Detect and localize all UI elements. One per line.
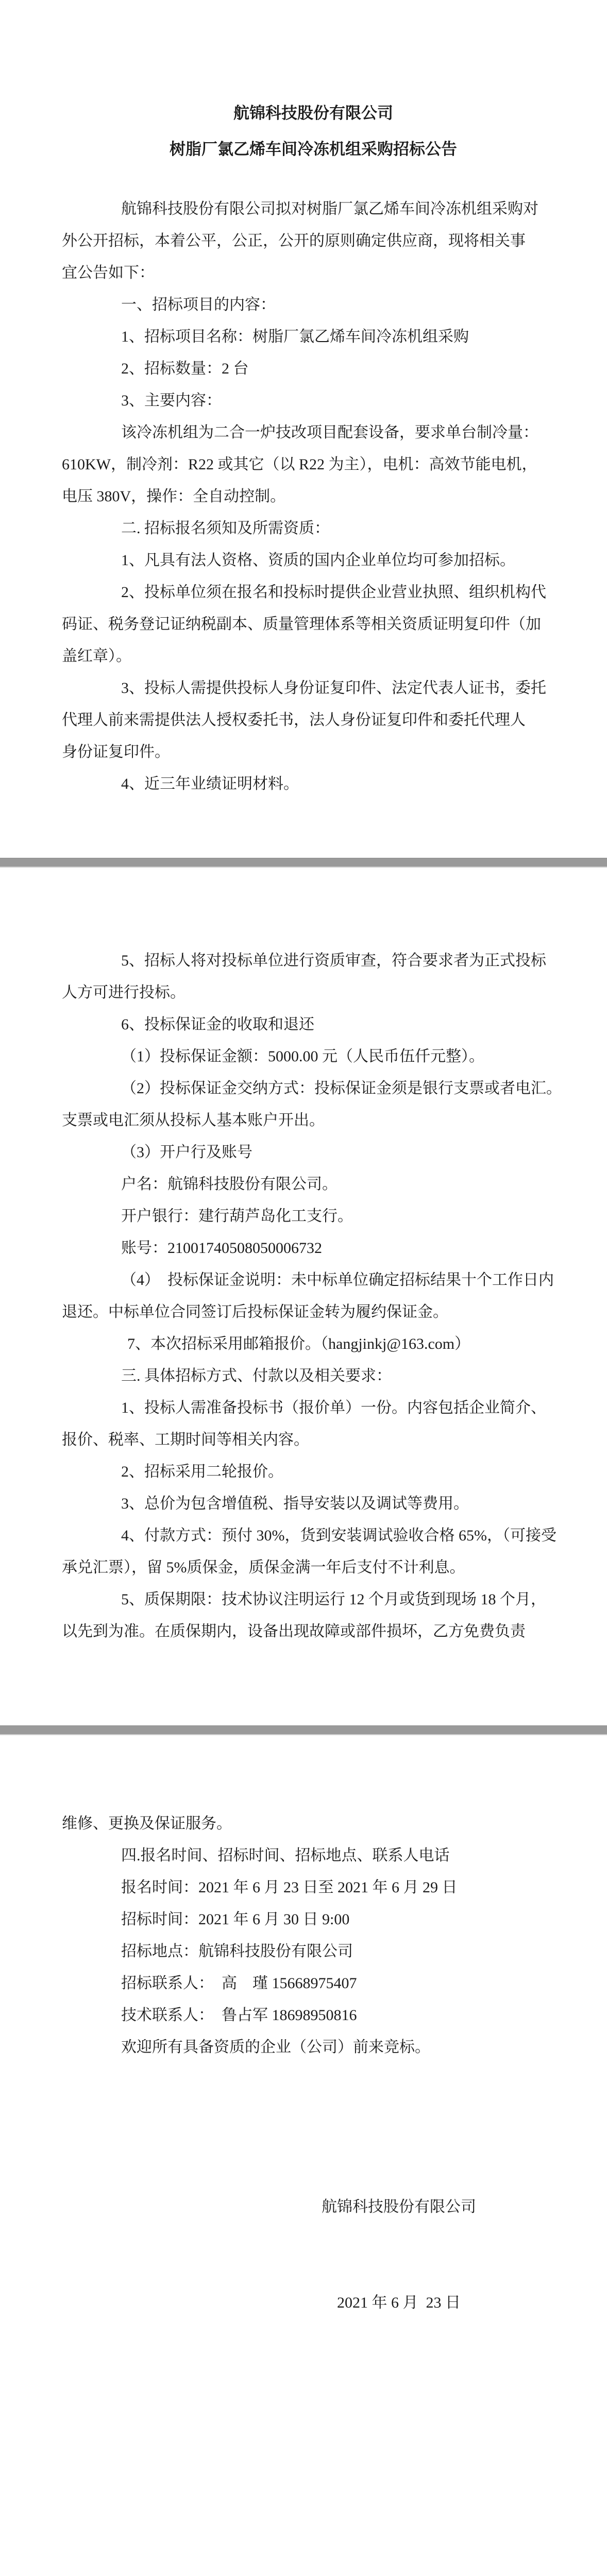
page-2-body bbox=[62, 945, 562, 1648]
page-1 bbox=[0, 0, 607, 858]
page-3 bbox=[0, 1735, 607, 2576]
text-line: 报名时间：2021 年 6 月 23 日至 2021 年 6 月 29 日 bbox=[121, 1879, 458, 1896]
text-line: 4、付款方式：预付 30%，货到安装调试验收合格 65%，（可接受 bbox=[121, 1527, 557, 1544]
signature-company: 航锦科技股份有限公司 bbox=[322, 2198, 476, 2215]
text-line: 身份证复印件。 bbox=[62, 743, 170, 760]
text-line: 1、凡具有法人资格、资质的国内企业单位均可参加招标。 bbox=[121, 552, 515, 569]
text-line: 代理人前来需提供法人授权委托书，法人身份证复印件和委托代理人 bbox=[62, 711, 526, 728]
text-line: （3）开户行及账号 bbox=[121, 1144, 252, 1161]
text-line: 3、投标人需提供投标人身份证复印件、法定代表人证书，委托 bbox=[121, 680, 546, 697]
text-line: 一、招标项目的内容： bbox=[121, 296, 276, 313]
text-line: 报价、税率、工期时间等相关内容。 bbox=[62, 1431, 309, 1448]
text-line: 开户银行：建行葫芦岛化工支行。 bbox=[121, 1208, 353, 1225]
page-3-body bbox=[62, 1808, 546, 2063]
text-line: 盖红章）。 bbox=[62, 648, 131, 665]
page-break-1 bbox=[0, 858, 607, 868]
text-line: 610KW，制冷剂：R22 或其它（以 R22 为主），电机：高效节能电机， bbox=[62, 456, 537, 473]
page-1-body bbox=[62, 193, 546, 800]
page-2 bbox=[0, 868, 607, 1725]
text-line: 退还。中标单位合同签订后投标保证金转为履约保证金。 bbox=[62, 1303, 448, 1320]
text-line: 6、投标保证金的收取和退还 bbox=[121, 1016, 314, 1033]
signature-date: 2021 年 6 月 23 日 bbox=[337, 2294, 461, 2311]
text-line: （2）投标保证金交纳方式：投标保证金须是银行支票或者电汇。 bbox=[121, 1080, 562, 1097]
text-line: 1、投标人需准备投标书（报价单）一份。内容包括企业简介、 bbox=[121, 1399, 546, 1416]
text-line: 4、近三年业绩证明材料。 bbox=[121, 775, 299, 792]
document-title-company: 航锦科技股份有限公司 bbox=[233, 104, 393, 122]
page-break-2 bbox=[0, 1725, 607, 1735]
signature-block bbox=[322, 2127, 546, 2383]
text-line: （4） 投标保证金说明：未中标单位确定招标结果十个工作日内 bbox=[121, 1272, 554, 1289]
text-line: 招标地点：航锦科技股份有限公司 bbox=[121, 1943, 353, 1960]
text-line: 电压 380V，操作：全自动控制。 bbox=[62, 488, 286, 505]
text-line: 技术联系人： 鲁占军 18698950816 bbox=[121, 2007, 357, 2024]
text-line: 2、招标数量：2 台 bbox=[121, 360, 249, 377]
text-line: 账号：21001740508050006732 bbox=[121, 1240, 322, 1257]
text-line: 宜公告如下： bbox=[62, 264, 155, 281]
text-line: 二. 招标报名须知及所需资质： bbox=[121, 520, 330, 537]
text-line: 维修、更换及保证服务。 bbox=[62, 1815, 232, 1832]
text-line: 2、投标单位须在报名和投标时提供企业营业执照、组织机构代 bbox=[121, 584, 546, 601]
text-line: 三. 具体招标方式、付款以及相关要求： bbox=[121, 1367, 392, 1384]
text-line: 外公开招标，本着公平，公正，公开的原则确定供应商，现将相关事 bbox=[62, 232, 526, 249]
text-line: （1）投标保证金额：5000.00 元（人民币伍仟元整）。 bbox=[121, 1048, 484, 1065]
text-line: 1、招标项目名称：树脂厂氯乙烯车间冷冻机组采购 bbox=[121, 328, 469, 345]
text-line: 以先到为准。在质保期内，设备出现故障或部件损坏，乙方免费负责 bbox=[62, 1623, 526, 1640]
text-line: 四.报名时间、招标时间、招标地点、联系人电话 bbox=[121, 1847, 450, 1864]
text-line: 人方可进行投标。 bbox=[62, 984, 186, 1001]
text-line: 欢迎所有具备资质的企业（公司）前来竞标。 bbox=[121, 2039, 430, 2056]
text-line: 7、本次招标采用邮箱报价。（hangjinkj@163.com） bbox=[127, 1335, 470, 1352]
text-line: 招标时间：2021 年 6 月 30 日 9:00 bbox=[121, 1911, 350, 1928]
text-line: 码证、税务登记证纳税副本、质量管理体系等相关资质证明复印件（加 bbox=[62, 616, 541, 633]
text-line: 支票或电汇须从投标人基本账户开出。 bbox=[62, 1112, 325, 1129]
text-line: 航锦科技股份有限公司拟对树脂厂氯乙烯车间冷冻机组采购对 bbox=[121, 200, 538, 217]
text-line: 招标联系人： 高 瑾 15668975407 bbox=[121, 1975, 357, 1992]
document-title-subject: 树脂厂氯乙烯车间冷冻机组采购招标公告 bbox=[170, 140, 457, 158]
text-line: 3、主要内容： bbox=[121, 392, 222, 409]
text-line: 3、总价为包含增值税、指导安装以及调试等费用。 bbox=[121, 1495, 469, 1512]
text-line: 该冷冻机组为二合一炉技改项目配套设备，要求单台制冷量： bbox=[121, 424, 538, 441]
text-line: 户名：航锦科技股份有限公司。 bbox=[121, 1176, 338, 1193]
text-line: 2、招标采用二轮报价。 bbox=[121, 1463, 283, 1480]
text-line: 5、质保期限：技术协议注明运行 12 个月或货到现场 18 个月， bbox=[121, 1591, 546, 1608]
text-line: 承兑汇票），留 5%质保金，质保金满一年后支付不计利息。 bbox=[62, 1559, 465, 1576]
text-line: 5、招标人将对投标单位进行资质审查，符合要求者为正式投标 bbox=[121, 952, 546, 969]
